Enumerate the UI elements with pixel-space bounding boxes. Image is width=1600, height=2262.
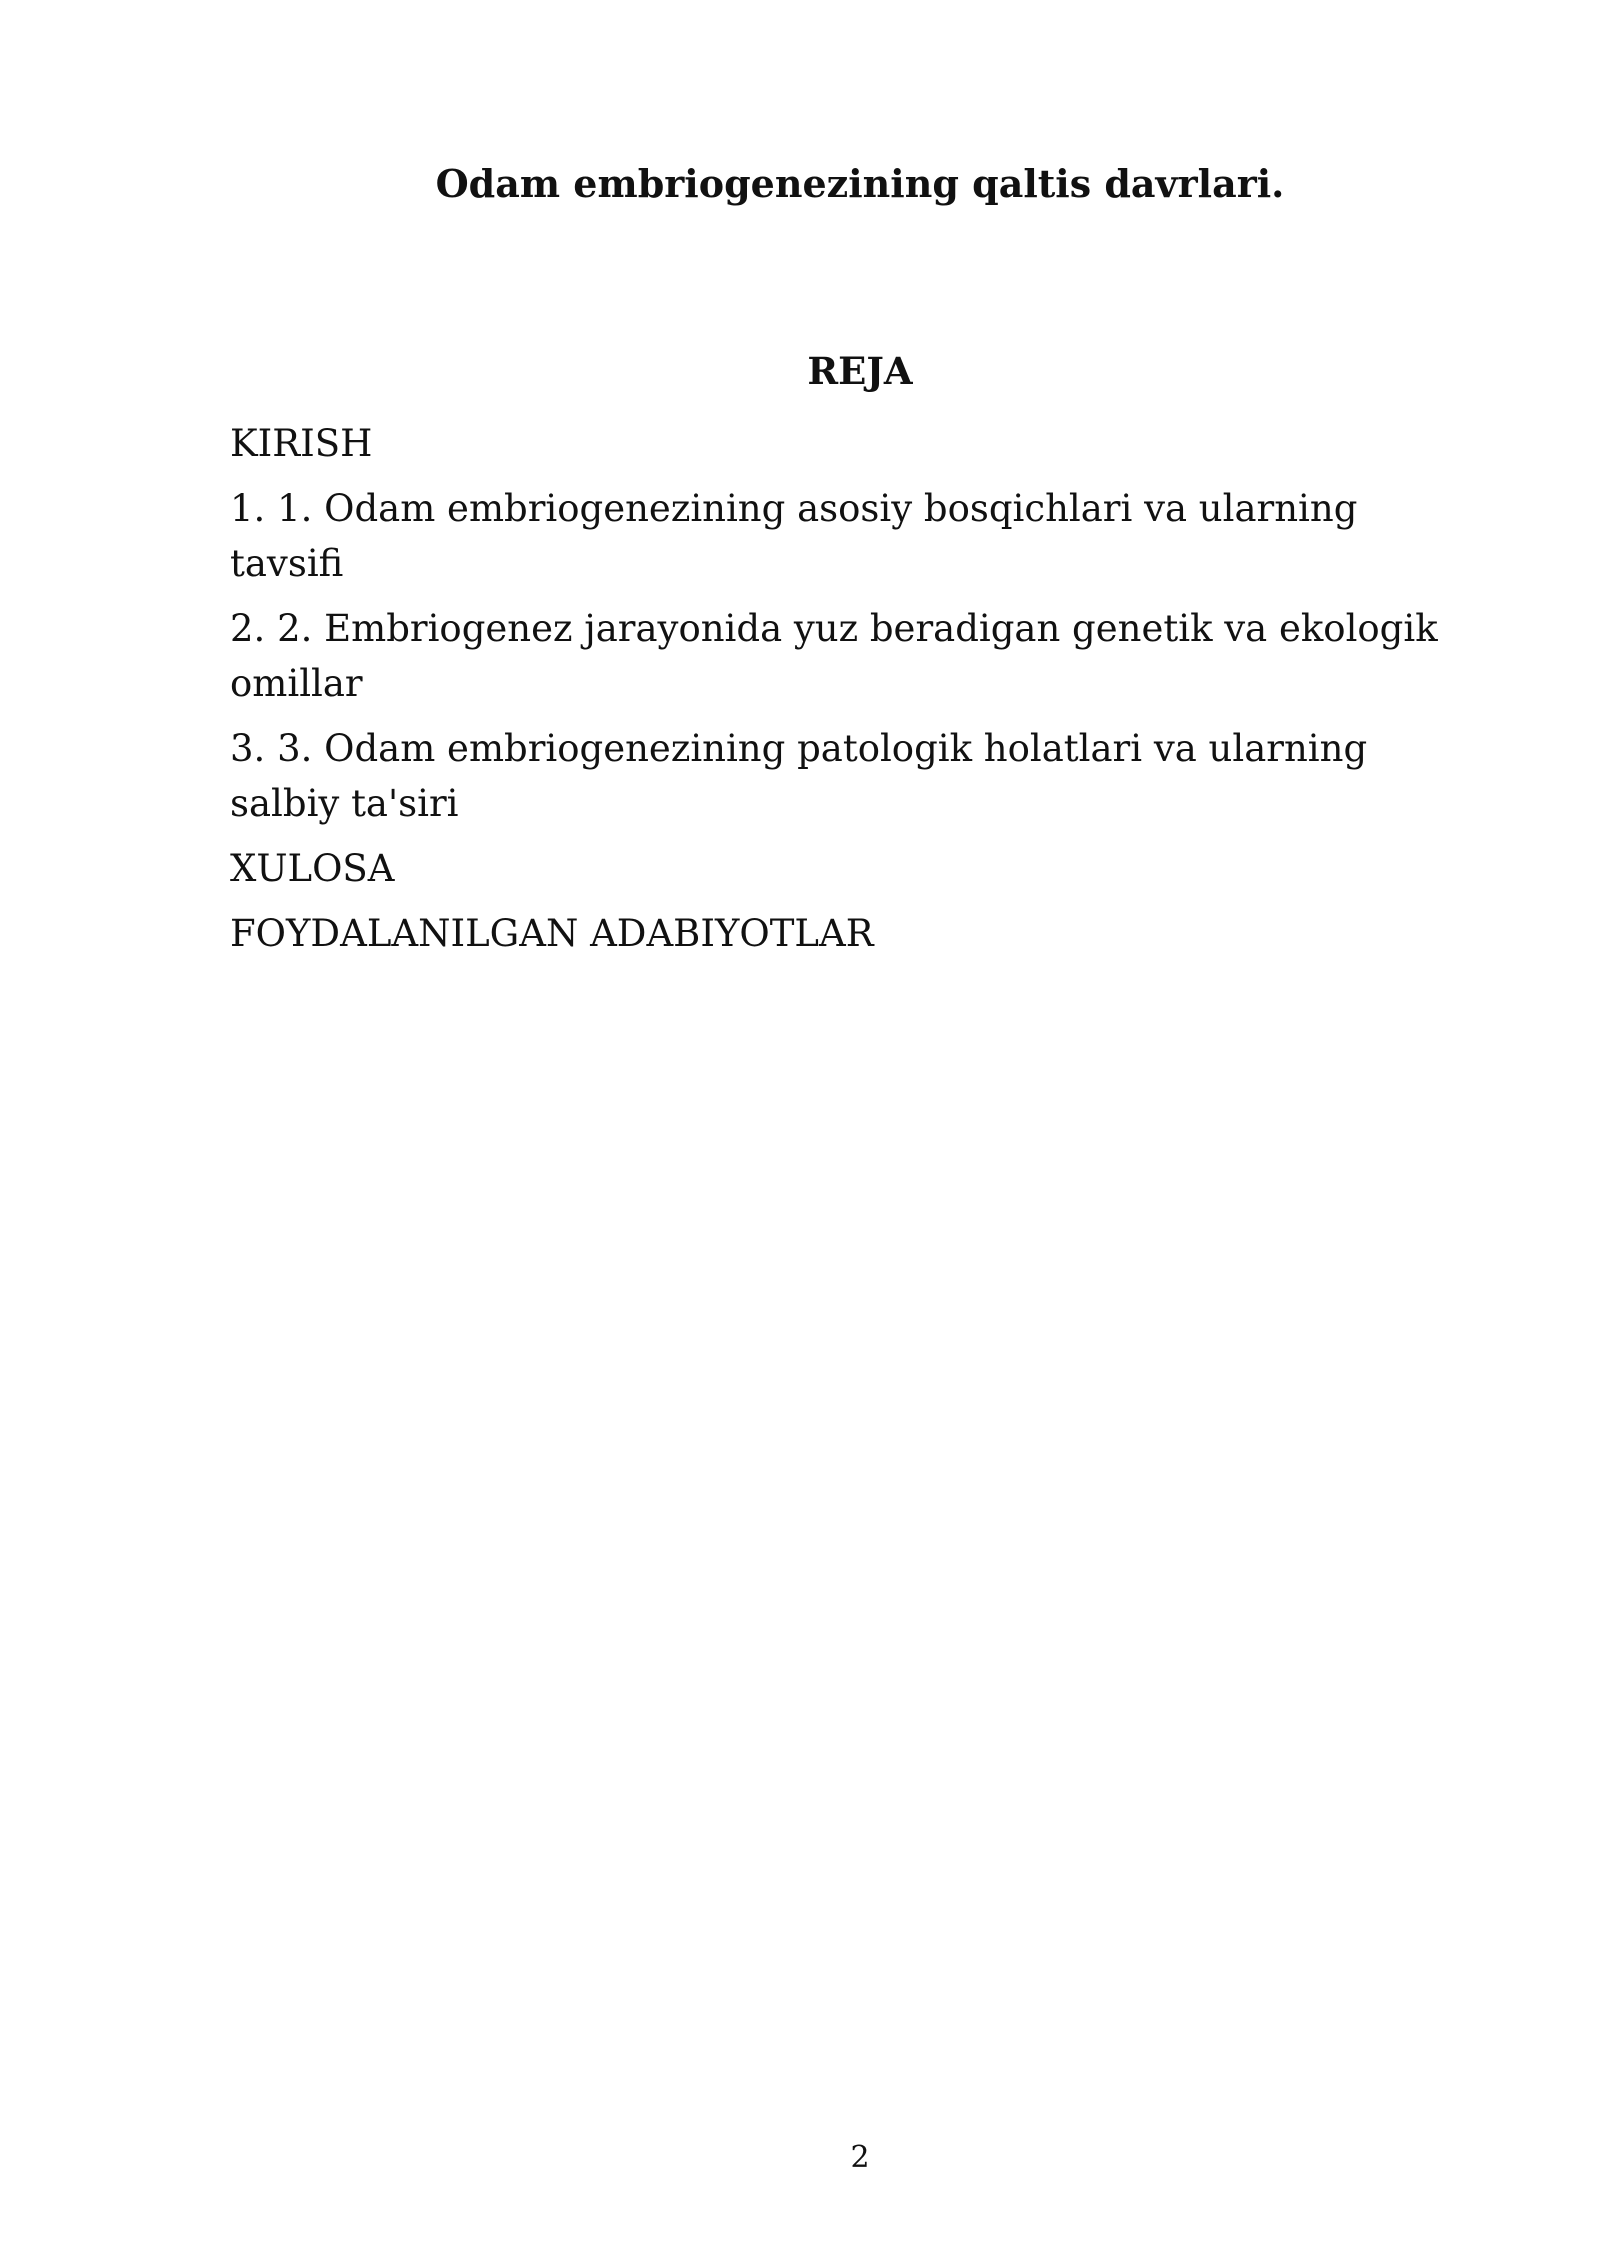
toc-item-conclusion: XULOSA [230,847,395,890]
toc-item-3: 3. 3. Odam embriogenezining patologik holatlari va ularning salbiy ta'siri [230,727,1368,825]
toc-item-references: FOYDALANILGAN ADABIYOTLAR [230,912,874,955]
table-of-contents [230,416,1480,971]
toc-item-1: 1. 1. Odam embriogenezining asosiy bosqichlari va ularning tavsifi [230,487,1358,585]
plan-heading: REJA [807,349,913,393]
toc-item-introduction: KIRISH [230,422,373,465]
page-number: 2 [850,2140,870,2175]
document-title: Odam embriogenezining qaltis davrlari. [435,161,1285,206]
toc-item-2: 2. 2. Embriogenez jarayonida yuz beradigan genetik va ekologik omillar [230,607,1438,705]
